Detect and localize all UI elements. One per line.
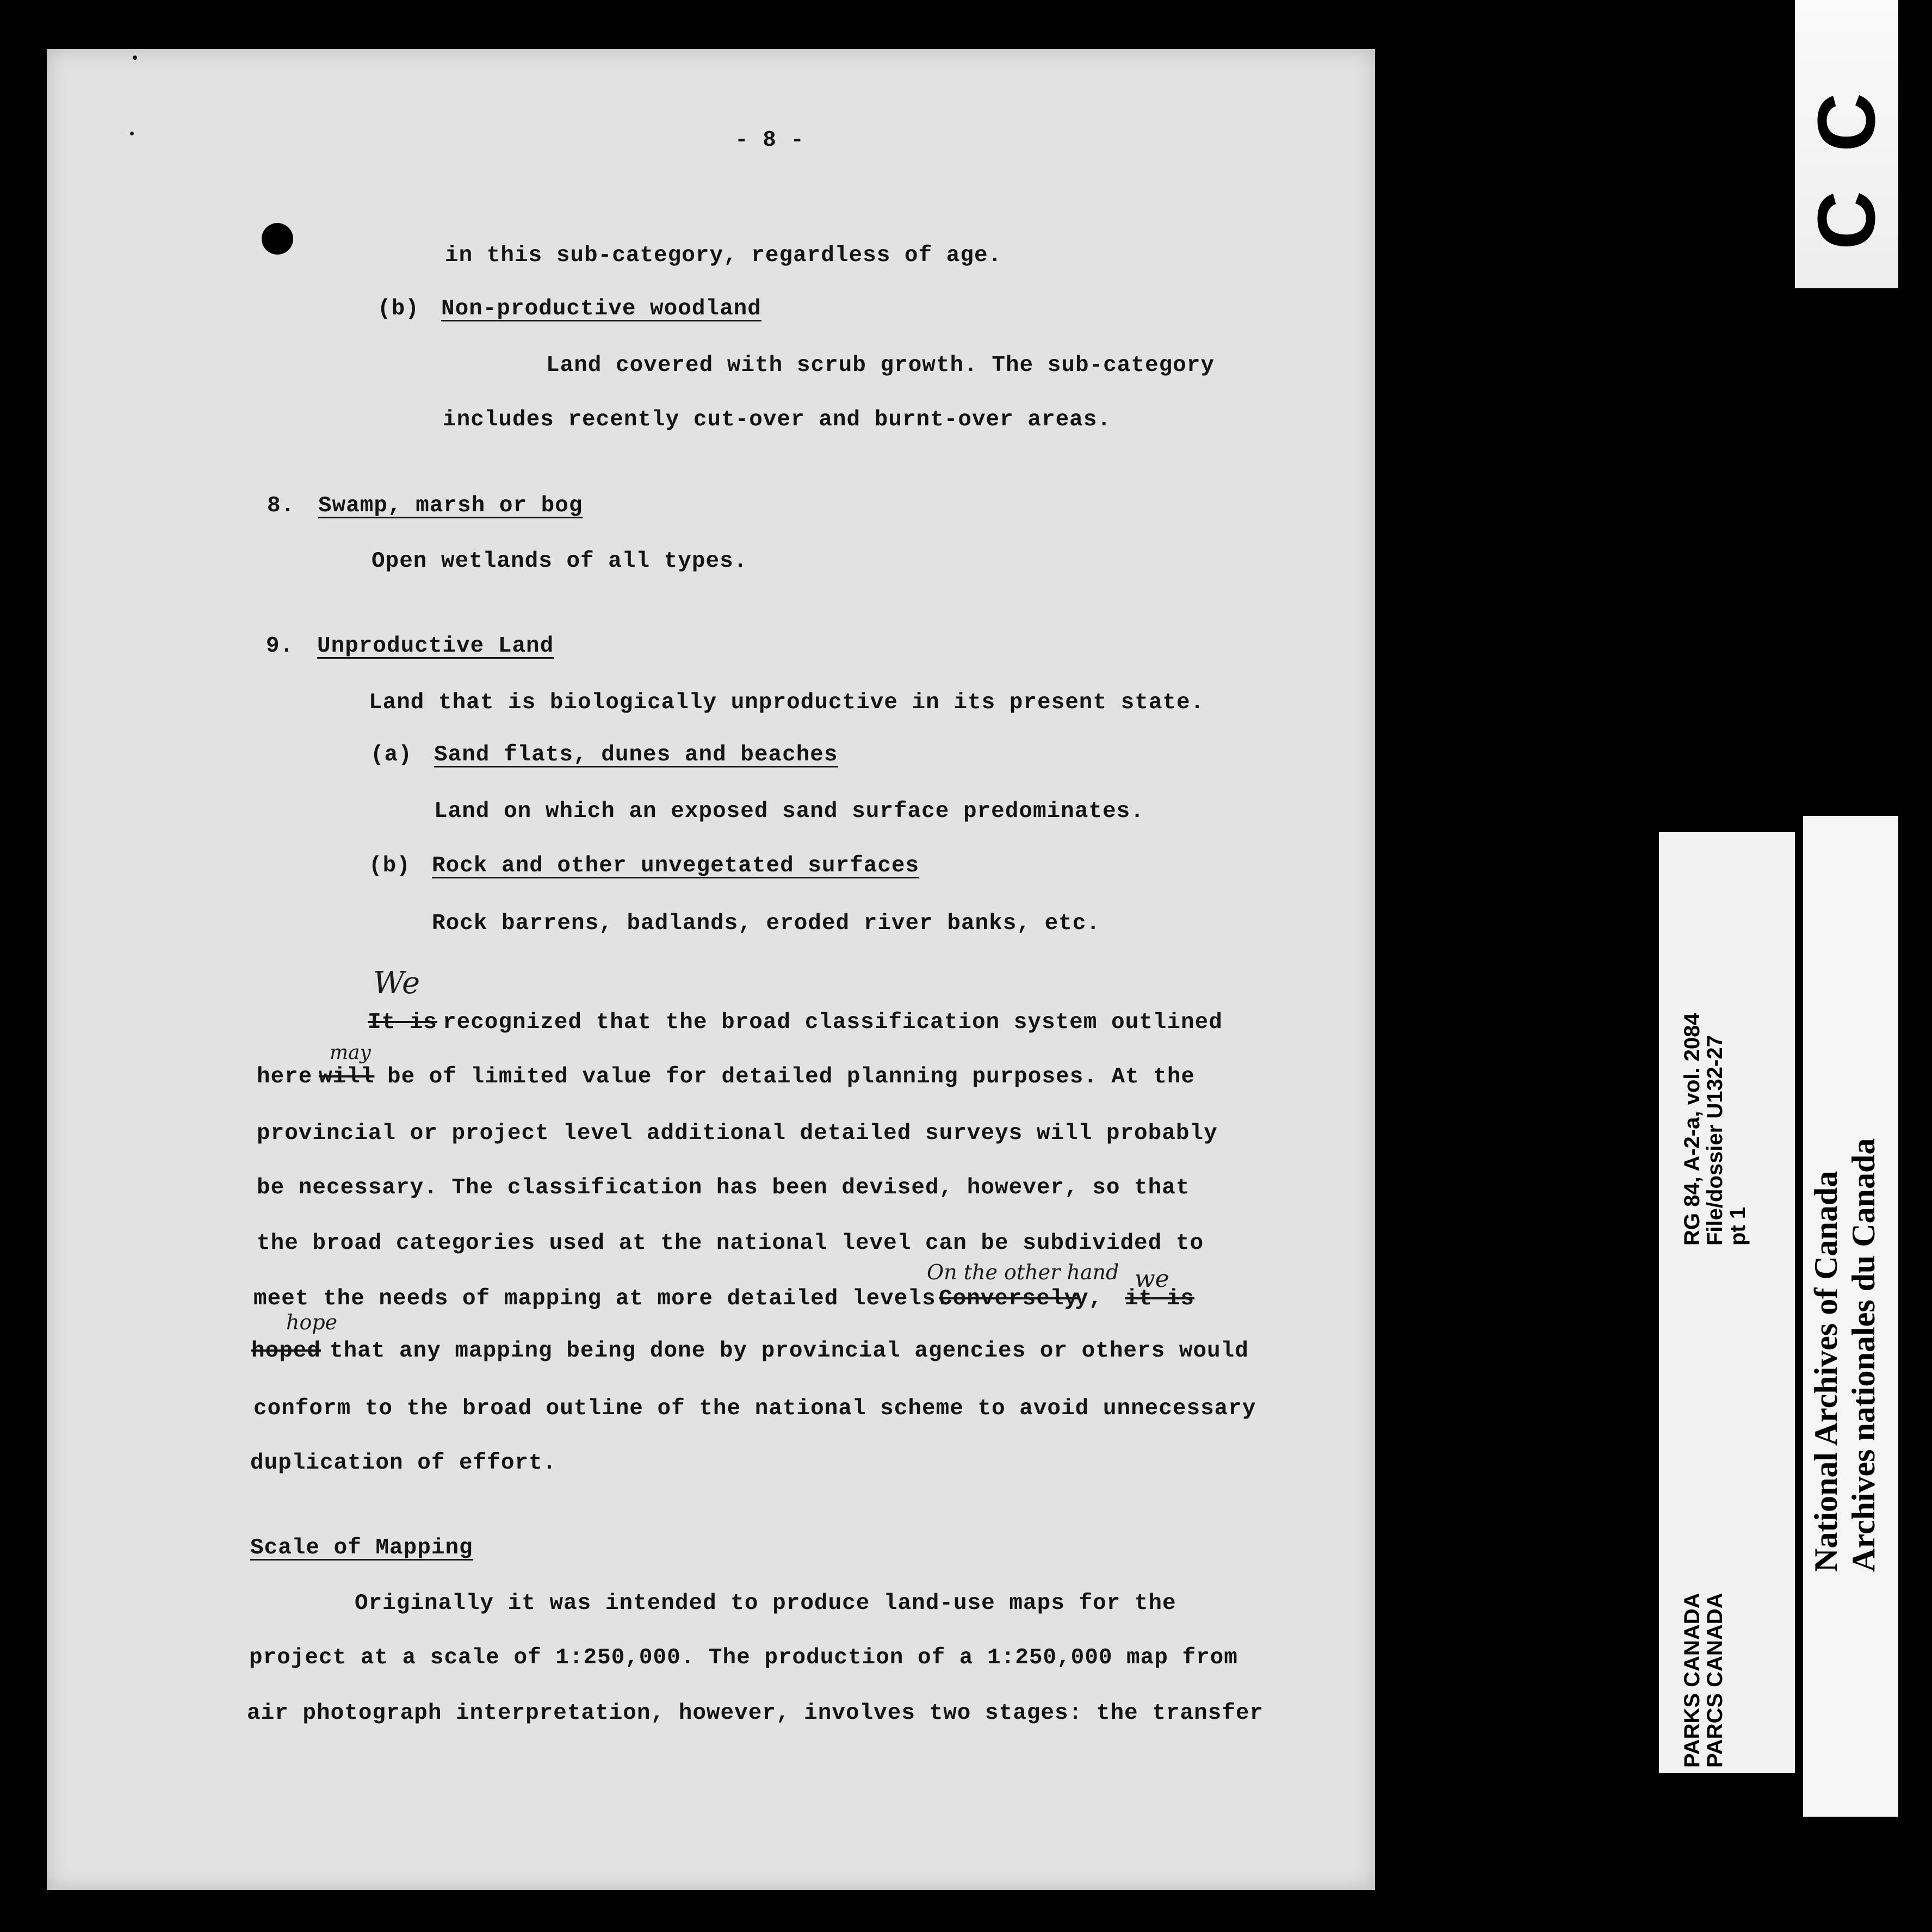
punch-hole bbox=[262, 223, 293, 255]
list-label: (b) bbox=[369, 853, 411, 878]
parks-text: PARKS CANADA bbox=[1680, 1593, 1704, 1768]
text-line: project at a scale of 1:250,000. The production of a 1:250,000 map from bbox=[249, 1645, 1238, 1670]
text-line: in this sub-category, regardless of age. bbox=[445, 243, 1002, 268]
handwritten-hope: hope bbox=[286, 1310, 338, 1334]
text-word: here bbox=[257, 1064, 313, 1089]
reference-line: RG 84, A-2-a, vol. 2084 bbox=[1680, 1013, 1704, 1246]
handwritten-we: We bbox=[373, 965, 420, 1001]
subheading: Sand flats, dunes and beaches bbox=[434, 742, 838, 767]
handwritten-may: may bbox=[330, 1042, 371, 1064]
reference-line: pt 1 bbox=[1726, 1206, 1750, 1246]
text-word: y, bbox=[1075, 1286, 1103, 1311]
archives-name-en: National Archives of Canada bbox=[1808, 1171, 1844, 1572]
archives-card bbox=[1803, 816, 1898, 1817]
text-line: Land covered with scrub growth. The sub-category bbox=[546, 353, 1215, 378]
text-line: includes recently cut-over and burnt-over areas. bbox=[443, 407, 1111, 432]
list-number: 8. bbox=[267, 493, 295, 518]
document-page bbox=[47, 49, 1375, 1890]
list-label: (a) bbox=[370, 742, 412, 767]
handwritten-on-the-other-hand: On the other hand bbox=[927, 1260, 1119, 1284]
struck-text: will bbox=[319, 1064, 375, 1089]
list-label: (b) bbox=[377, 296, 419, 321]
text-line: Land that is biologically unproductive in its present state. bbox=[369, 690, 1205, 715]
text-line: Land on which an exposed sand surface predominates. bbox=[434, 799, 1144, 824]
reel-mark: C bbox=[1800, 92, 1892, 152]
struck-text: hoped bbox=[251, 1339, 321, 1364]
text-line: Open wetlands of all types. bbox=[371, 549, 748, 574]
scan-speck bbox=[133, 55, 137, 60]
text-line: that any mapping being done by provincial agencies or others would bbox=[330, 1339, 1249, 1364]
text-line: provincial or project level additional detailed surveys will probably bbox=[257, 1121, 1218, 1146]
handwritten-we: we bbox=[1135, 1265, 1169, 1293]
parks-canada-label bbox=[1681, 1593, 1726, 1768]
heading: Unproductive Land bbox=[317, 634, 554, 659]
archive-reference-card bbox=[1659, 832, 1795, 1773]
archives-name-fr: Archives nationales du Canada bbox=[1846, 1138, 1881, 1572]
struck-text: It is bbox=[368, 1010, 438, 1035]
page-number: - 8 - bbox=[735, 128, 805, 153]
subheading: Non-productive woodland bbox=[441, 296, 761, 321]
subheading: Rock and other unvegetated surfaces bbox=[432, 853, 920, 878]
text-line: Originally it was intended to produce land-use maps for the bbox=[355, 1591, 1176, 1616]
reel-marker-strip bbox=[1795, 0, 1898, 288]
parcs-text: PARCS CANADA bbox=[1703, 1593, 1727, 1768]
archives-name bbox=[1807, 1138, 1883, 1572]
reel-mark: C bbox=[1800, 190, 1892, 250]
archive-reference bbox=[1681, 1013, 1749, 1246]
list-number: 9. bbox=[266, 634, 294, 659]
text-line: the broad categories used at the national level can be subdivided to bbox=[257, 1231, 1204, 1256]
text-line: be necessary. The classification has been devised, however, so that bbox=[257, 1175, 1190, 1200]
text-line: conform to the broad outline of the national scheme to avoid unnecessary bbox=[253, 1396, 1256, 1421]
text-line: duplication of effort. bbox=[250, 1451, 557, 1476]
text-line: recognized that the broad classification system outlined bbox=[443, 1010, 1223, 1035]
struck-text: Conversely bbox=[939, 1286, 1079, 1311]
reference-line: File/dossier U132-27 bbox=[1703, 1035, 1727, 1246]
section-heading: Scale of Mapping bbox=[250, 1535, 473, 1561]
heading: Swamp, marsh or bog bbox=[318, 493, 583, 518]
text-line: be of limited value for detailed planning purposes. At the bbox=[387, 1064, 1196, 1089]
struck-text: it is bbox=[1125, 1286, 1195, 1311]
text-line: meet the needs of mapping at more detailed levels. bbox=[253, 1286, 950, 1311]
text-line: air photograph interpretation, however, involves two stages: the transfer bbox=[247, 1701, 1264, 1726]
text-line: Rock barrens, badlands, eroded river banks, etc. bbox=[432, 911, 1100, 936]
scan-speck bbox=[130, 132, 134, 135]
